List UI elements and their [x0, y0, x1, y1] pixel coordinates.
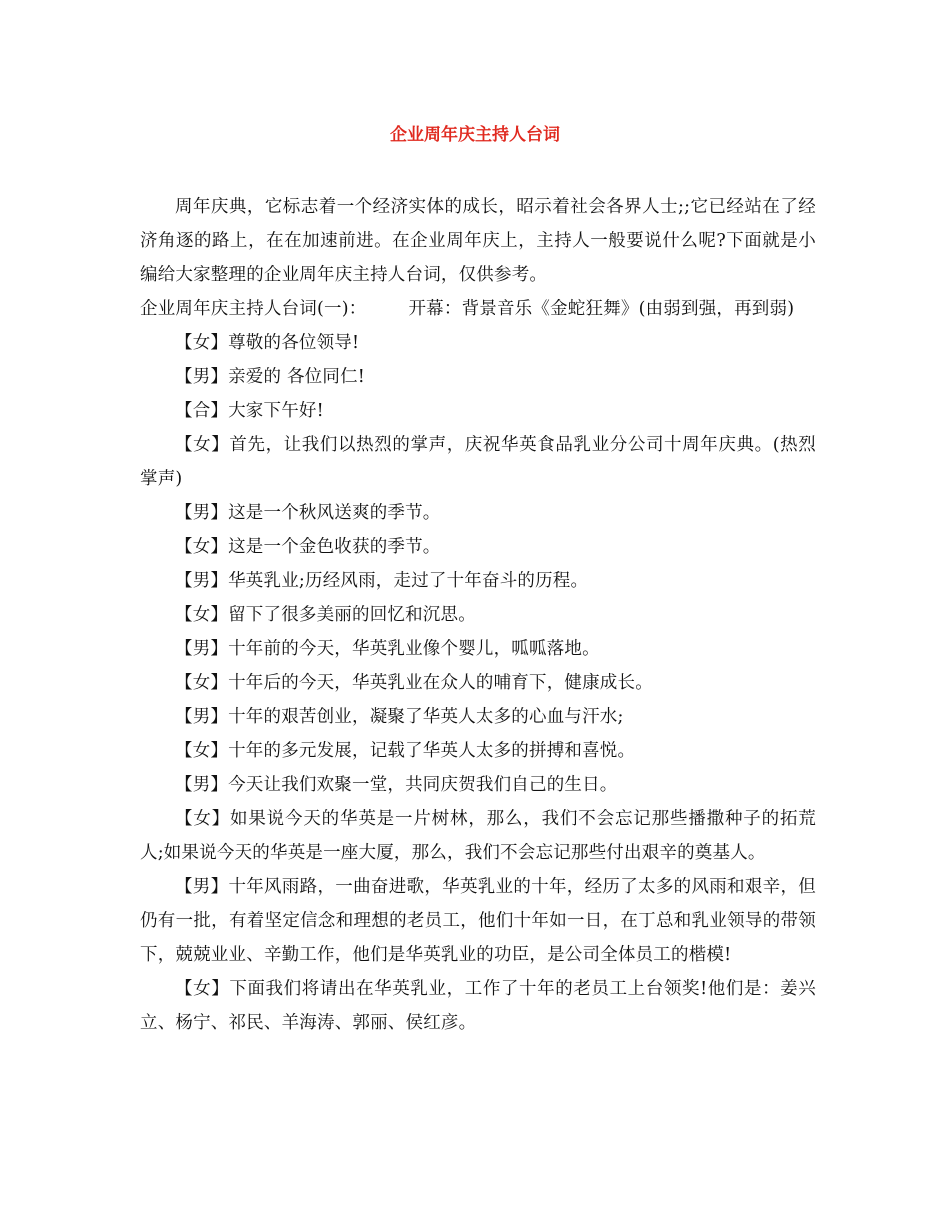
speaker-tag: 【女】	[175, 537, 229, 557]
speaker-tag: 【男】	[175, 775, 229, 795]
speaker-tag: 【男】	[175, 639, 229, 659]
script-line	[140, 394, 816, 428]
speaker-tag: 【男】	[175, 707, 229, 727]
script-line	[140, 802, 816, 870]
script-line	[140, 734, 816, 768]
line-text: 这是一个秋风送爽的季节。	[228, 503, 441, 523]
script-line	[140, 564, 816, 598]
script-line	[140, 598, 816, 632]
line-text: 如果说今天的华英是一片树林，那么，我们不会忘记那些播撒种子的拓荒人;如果说今天的华英是一座大厦，那么，我们不会忘记那些付出艰辛的奠基人。	[140, 809, 816, 863]
line-text: 十年后的今天，华英乳业在众人的哺育下，健康成长。	[228, 673, 653, 693]
intro-paragraph: 周年庆典，它标志着一个经济实体的成长，昭示着社会各界人士;;它已经站在了经济角逐的路上，在在加速前进。在企业周年庆上，主持人一般要说什么呢?下面就是小编给大家整理的企业周年庆主持人台词，仅供参考。	[140, 197, 816, 285]
speaker-tag: 【女】	[175, 435, 230, 455]
script-line	[140, 530, 816, 564]
script-line	[140, 700, 816, 734]
script-line	[140, 632, 816, 666]
opening-note: 开幕：背景音乐《金蛇狂舞》(由弱到强，再到弱)	[408, 299, 795, 319]
line-text: 大家下午好!	[228, 401, 324, 421]
script-line	[140, 666, 816, 700]
line-text: 亲爱的 各位同仁!	[228, 367, 366, 387]
line-text: 十年的艰苦创业，凝聚了华英人太多的心血与汗水;	[228, 707, 624, 727]
speaker-tag: 【女】	[175, 333, 229, 353]
section-heading-paragraph	[140, 292, 816, 326]
script-line	[140, 496, 816, 530]
script-line	[140, 326, 816, 360]
line-text: 首先，让我们以热烈的掌声，庆祝华英食品乳业分公司十周年庆典。(热烈掌声)	[140, 435, 816, 489]
speaker-tag: 【男】	[175, 877, 229, 897]
speaker-tag: 【合】	[175, 401, 229, 421]
line-text: 华英乳业;历经风雨，走过了十年奋斗的历程。	[228, 571, 589, 591]
line-text: 留下了很多美丽的回忆和沉思。	[228, 605, 476, 625]
document-body	[140, 190, 816, 1040]
speaker-tag: 【女】	[175, 673, 229, 693]
line-text: 十年的多元发展，记载了华英人太多的拼搏和喜悦。	[228, 741, 636, 761]
speaker-tag: 【男】	[175, 503, 229, 523]
line-text: 十年前的今天，华英乳业像个婴儿，呱呱落地。	[228, 639, 600, 659]
speaker-tag: 【女】	[175, 605, 229, 625]
script-line	[140, 972, 816, 1040]
script-line	[140, 360, 816, 394]
line-text: 今天让我们欢聚一堂，共同庆贺我们自己的生日。	[228, 775, 618, 795]
script-line	[140, 428, 816, 496]
speaker-tag: 【女】	[175, 809, 230, 829]
speaker-tag: 【女】	[175, 979, 230, 999]
document-title: 企业周年庆主持人台词	[390, 125, 560, 145]
line-text: 这是一个金色收获的季节。	[228, 537, 441, 557]
line-text: 十年风雨路，一曲奋进歌，华英乳业的十年，经历了太多的风雨和艰辛，但仍有一批，有着坚定信念和理想的老员工，他们十年如一日，在丁总和乳业领导的带领下，兢兢业业、辛勤工作，他们是华英乳业的功臣，是公司全体员工的楷模!	[140, 877, 816, 965]
script-line	[140, 768, 816, 802]
speaker-tag: 【男】	[175, 367, 229, 387]
speaker-tag: 【男】	[175, 571, 229, 591]
line-text: 下面我们将请出在华英乳业，工作了十年的老员工上台领奖!他们是：姜兴立、杨宁、祁民、羊海涛、郭丽、侯红彦。	[140, 979, 816, 1033]
section-heading: 企业周年庆主持人台词(一)：	[140, 299, 367, 319]
script-line	[140, 870, 816, 972]
line-text: 尊敬的各位领导!	[228, 333, 360, 353]
speaker-tag: 【女】	[175, 741, 229, 761]
